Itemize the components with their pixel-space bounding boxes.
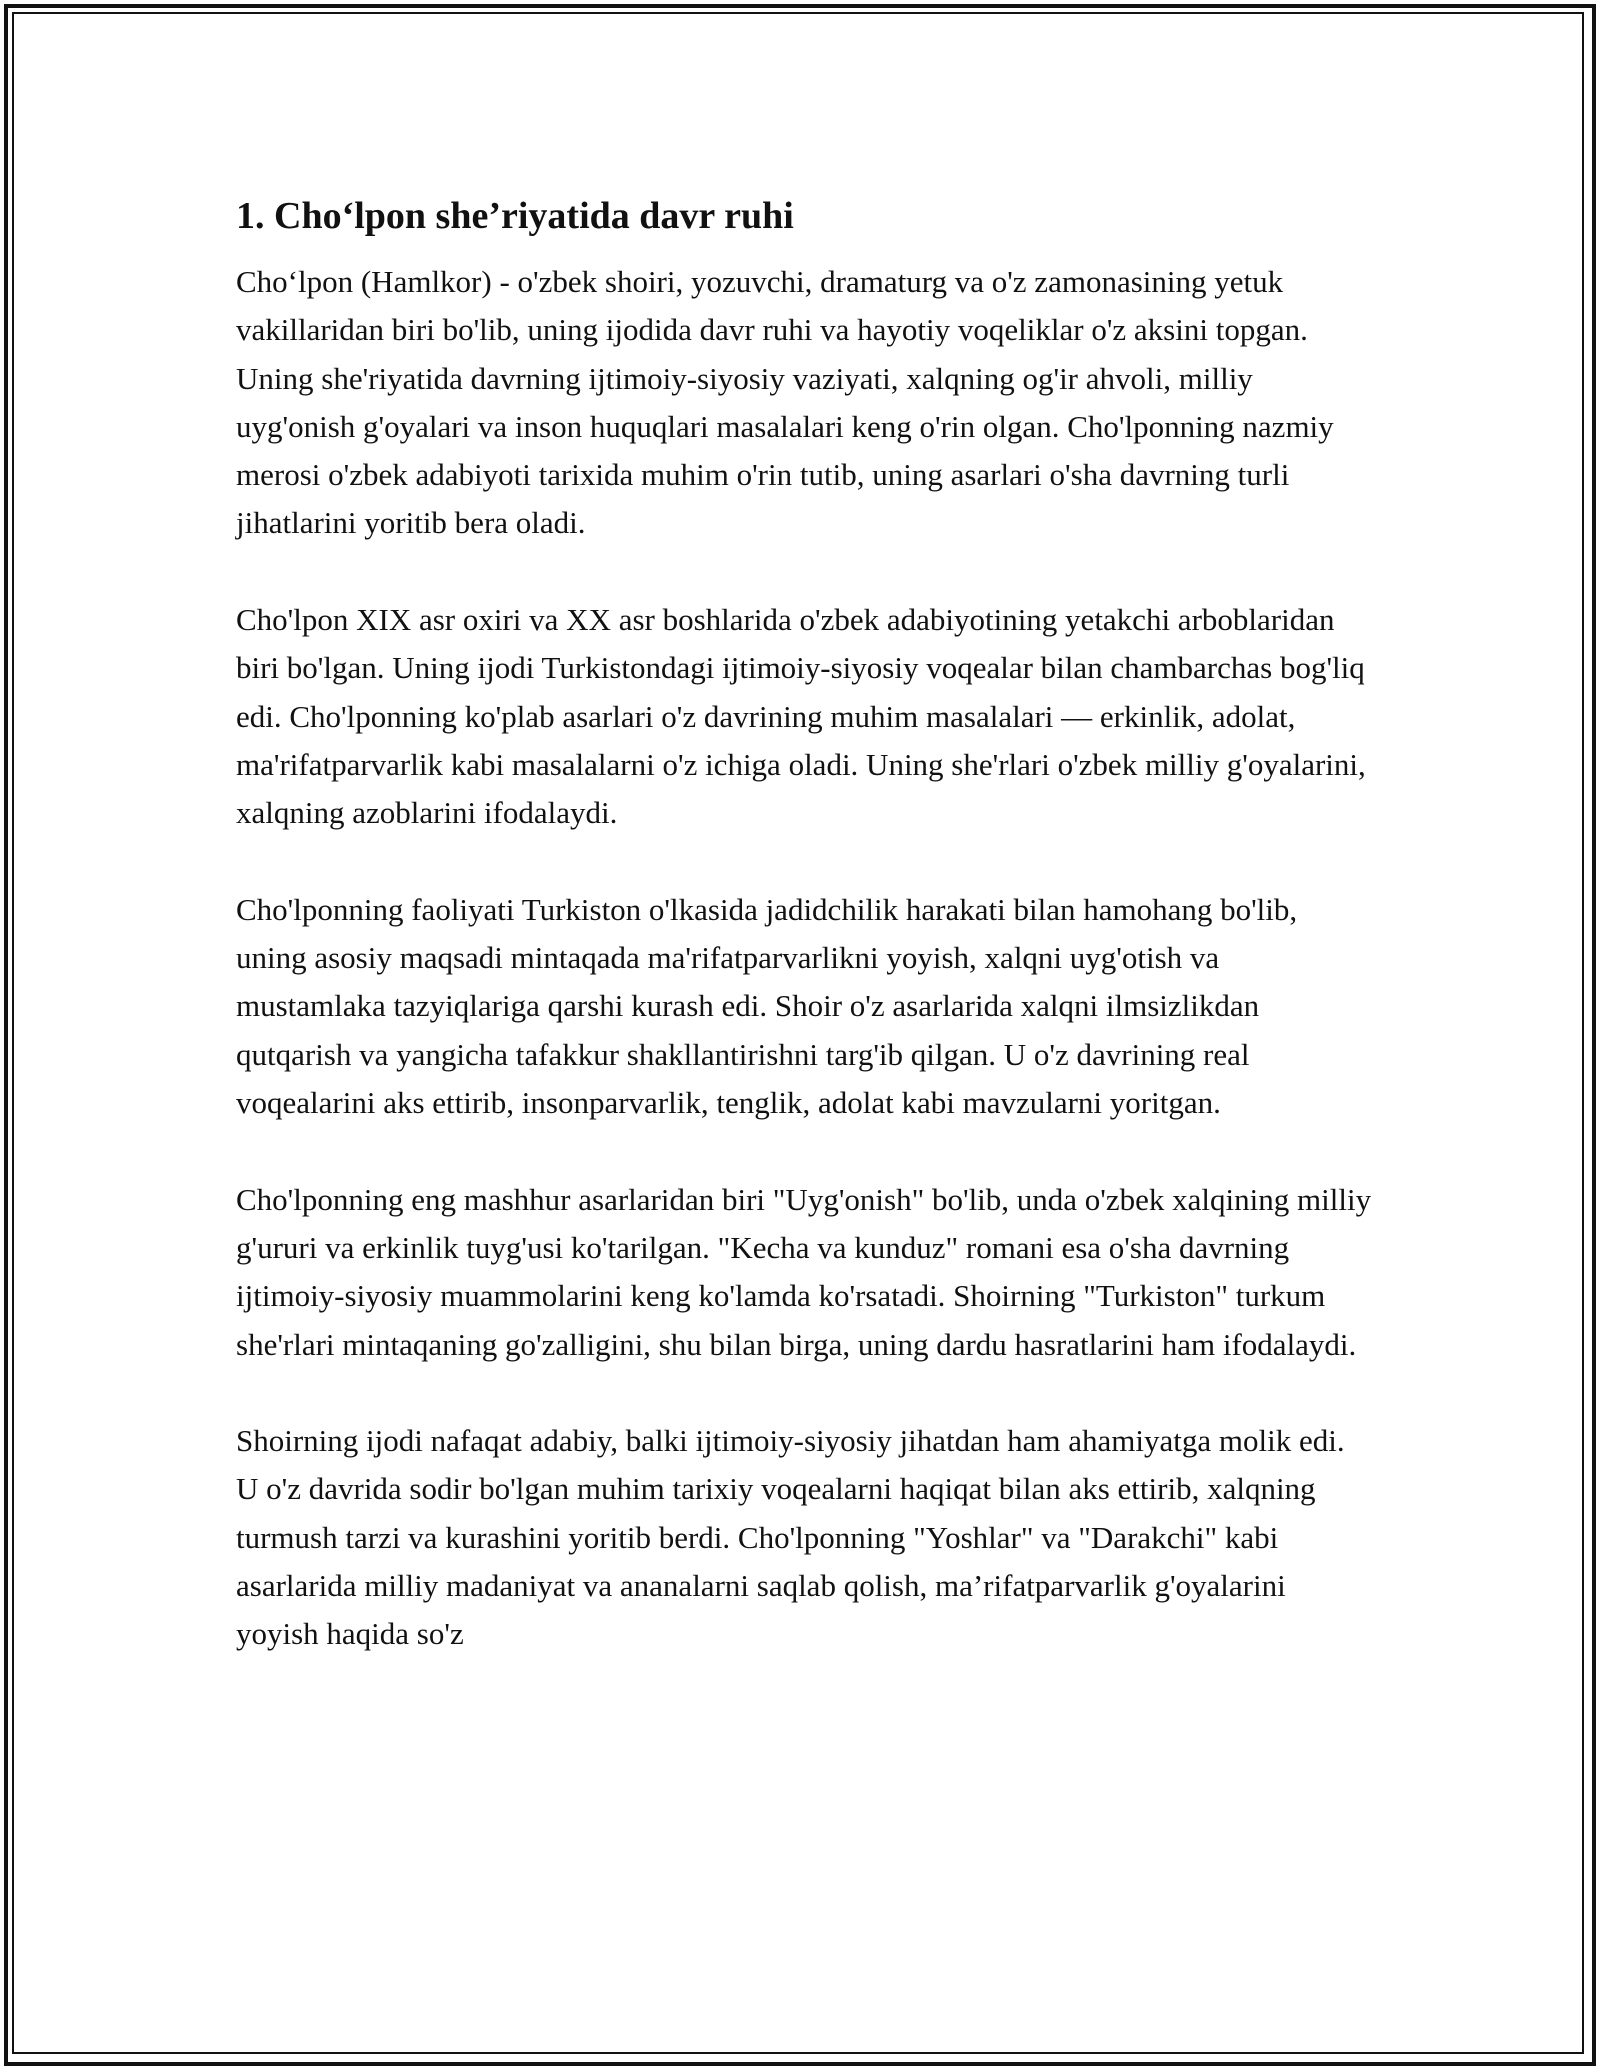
paragraph-4: Cho'lponning eng mashhur asarlaridan biri "Uyg'onish" bo'lib, unda o'zbek xalqining milliy g'ururi va erkinlik tuyg'usi ko'tarilgan. "Kecha va kunduz" romani esa o'sha davrning ijtimoiy-siyosiy muammolarini keng ko'lamda ko'rsatadi. Shoirning "Turkiston" turkum she'rlari mintaqaning go'zalligini, shu bilan birga, uning dardu hasratlarini ham ifodalaydi.	[236, 1181, 1372, 1362]
paragraph-3: Cho'lponning faoliyati Turkiston o'lkasida jadidchilik harakati bilan hamohang bo'lib, uning asosiy maqsadi mintaqada ma'rifatparvarlikni yoyish, xalqni uyg'otish va mustamlaka tazyiqlariga qarshi kurash edi. Shoir o'z asarlarida xalqni ilmsizlikdan qutqarish va yangicha tafakkur shakllantirishni targ'ib qilgan. U o'z davrining real voqealarini aks ettirib, insonparvarlik, tenglik, adolat kabi mavzularni yoritgan.	[236, 891, 1298, 1121]
paragraph-2: Cho'lpon XIX asr oxiri va XX asr boshlarida o'zbek adabiyotining yetakchi arboblaridan biri bo'lgan. Uning ijodi Turkistondagi ijtimoiy-siyosiy voqealar bilan chambarchas bog'liq edi. Cho'lponning ko'plab asarlari o'z davrining muhim masalalari — erkinlik, adolat, ma'rifatparvarlik kabi masalalarni o'z ichiga oladi. Uning she'rlari o'zbek milliy g'oyalarini, xalqning azoblarini ifodalaydi.	[236, 602, 1366, 831]
paragraph-1: Cho‘lpon (Hamlkor) - o'zbek shoiri, yozuvchi, dramaturg va o'z zamonasining yetuk vakillaridan biri bo'lib, uning ijodida davr ruhi va hayotiy voqeliklar o'z aksini topgan. Uning she'riyatida davrning ijtimoiy-siyosiy vaziyati, xalqning og'ir ahvoli, milliy uyg'onish g'oyalari va inson huquqlari masalalari keng o'rin olgan. Cho'lponning nazmiy merosi o'zbek adabiyoti tarixida muhim o'rin tutib, uning asarlari o'sha davrning turli jihatlarini yoritib bera oladi.	[236, 264, 1334, 541]
paragraph-5: Shoirning ijodi nafaqat adabiy, balki ijtimoiy-siyosiy jihatdan ham ahamiyatga molik edi. U o'z davrida sodir bo'lgan muhim tarixiy voqealarni haqiqat bilan aks ettirib, xalqning turmush tarzi va kurashini yoritib berdi. Cho'lponning "Yoshlar" va "Darakchi" kabi asarlarida milliy madaniyat va ananalarni saqlab qolish, ma’rifatparvarlik g'oyalarini yoyish haqida so'z	[236, 1423, 1345, 1652]
section-heading: 1. Cho‘lpon she’riyatida davr ruhi	[236, 195, 794, 237]
document-body	[236, 190, 1372, 1659]
